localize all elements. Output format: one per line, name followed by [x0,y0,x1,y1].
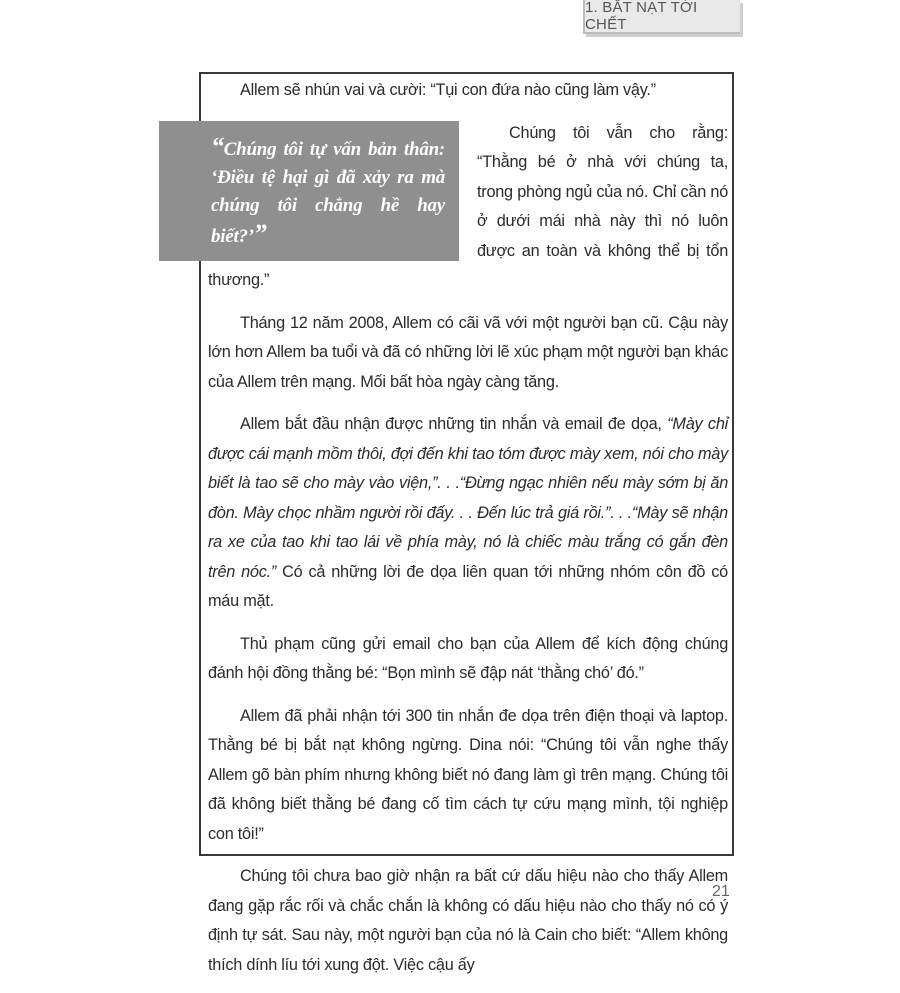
threat-quote-2: “Đừng ngạc nhiên nếu mày sớm bị ăn đòn. Mày chọc nhầm người rồi đấy. . . Đến lúc trả giá rồi.”. . . [208,474,728,522]
chapter-header [583,0,740,34]
pull-quote [159,121,459,261]
paragraph-7: Chúng tôi chưa bao giờ nhận ra bất cứ dấu hiệu nào cho thấy Allem đang gặp rắc rối và chắc chắn là không có dấu hiệu nào cho thấy nó có ý định tự sát. Sau này, một người bạn của nó là Cain cho biết: “Allem không thích dính líu tới xung đột. Việc cậu ấy [208,867,728,974]
paragraph-5: Thủ phạm cũng gửi email cho bạn của Allem để kích động chúng đánh hội đồng thằng bé: “Bọn mình sẽ đập nát ‘thằng chó’ đó.” [208,634,728,682]
paragraph-2-text: Chúng tôi vẫn cho rằng: “Thằng bé ở nhà với chúng ta, trong phòng ngủ của nó. Chỉ cần nó ở dưới mái nhà này thì nó luôn được an toàn và không thể bị tổn thương.” [208,123,728,289]
threat-quote-1: “Mày chỉ được cái mạnh mồm thôi, đợi đến khi tao tóm được mày xem, nói cho mày biết là tao sẽ cho mày vào viện,”. . . [208,415,728,492]
paragraph-3: Tháng 12 năm 2008, Allem có cãi vã với một người bạn cũ. Cậu này lớn hơn Allem ba tuổi và đã có những lời lẽ xúc phạm một người bạn khác của Allem trên mạng. Mối bất hòa ngày càng tăng. [208,313,728,391]
paragraph-4-outro: Có cả những lời đe dọa liên quan tới những nhóm côn đồ có máu mặt. [208,562,728,610]
paragraph-4 [208,410,728,617]
body-text [208,76,728,993]
paragraph-6: Allem đã phải nhận tới 300 tin nhắn đe dọa trên điện thoại và laptop. Thằng bé bị bắt nạt không ngừng. Dina nói: “Chúng tôi vẫn nghe thấy Allem gõ bàn phím nhưng không biết nó đang làm gì trên mạng. Chúng tôi đã không biết thằng bé đang cố tìm cách tự cứu mạng mình, tội nghiệp con tôi!” [208,706,728,843]
paragraph-2 [208,119,728,296]
threat-quote-3: “Mày sẽ nhận ra xe của tao khi tao lái về phía mày, nó là chiếc màu trắng có gắn đèn trên nóc.” [208,503,728,581]
open-quote-mark: “ [211,131,224,161]
close-quote-mark: ” [253,218,267,248]
page-number: 21 [712,883,730,900]
paragraph-4-intro: Allem bắt đầu nhận được những tin nhắn và email đe dọa, [240,415,668,433]
chapter-title: 1. BẮT NẠT TỚI CHẾT [585,0,698,33]
pull-quote-text: Chúng tôi tự vấn bản thân: ‘Điều tệ hại gì đã xảy ra mà chúng tôi chẳng hề hay biết?’ [211,138,445,247]
paragraph-1: Allem sẽ nhún vai và cười: “Tụi con đứa nào cũng làm vậy.” [240,81,656,99]
